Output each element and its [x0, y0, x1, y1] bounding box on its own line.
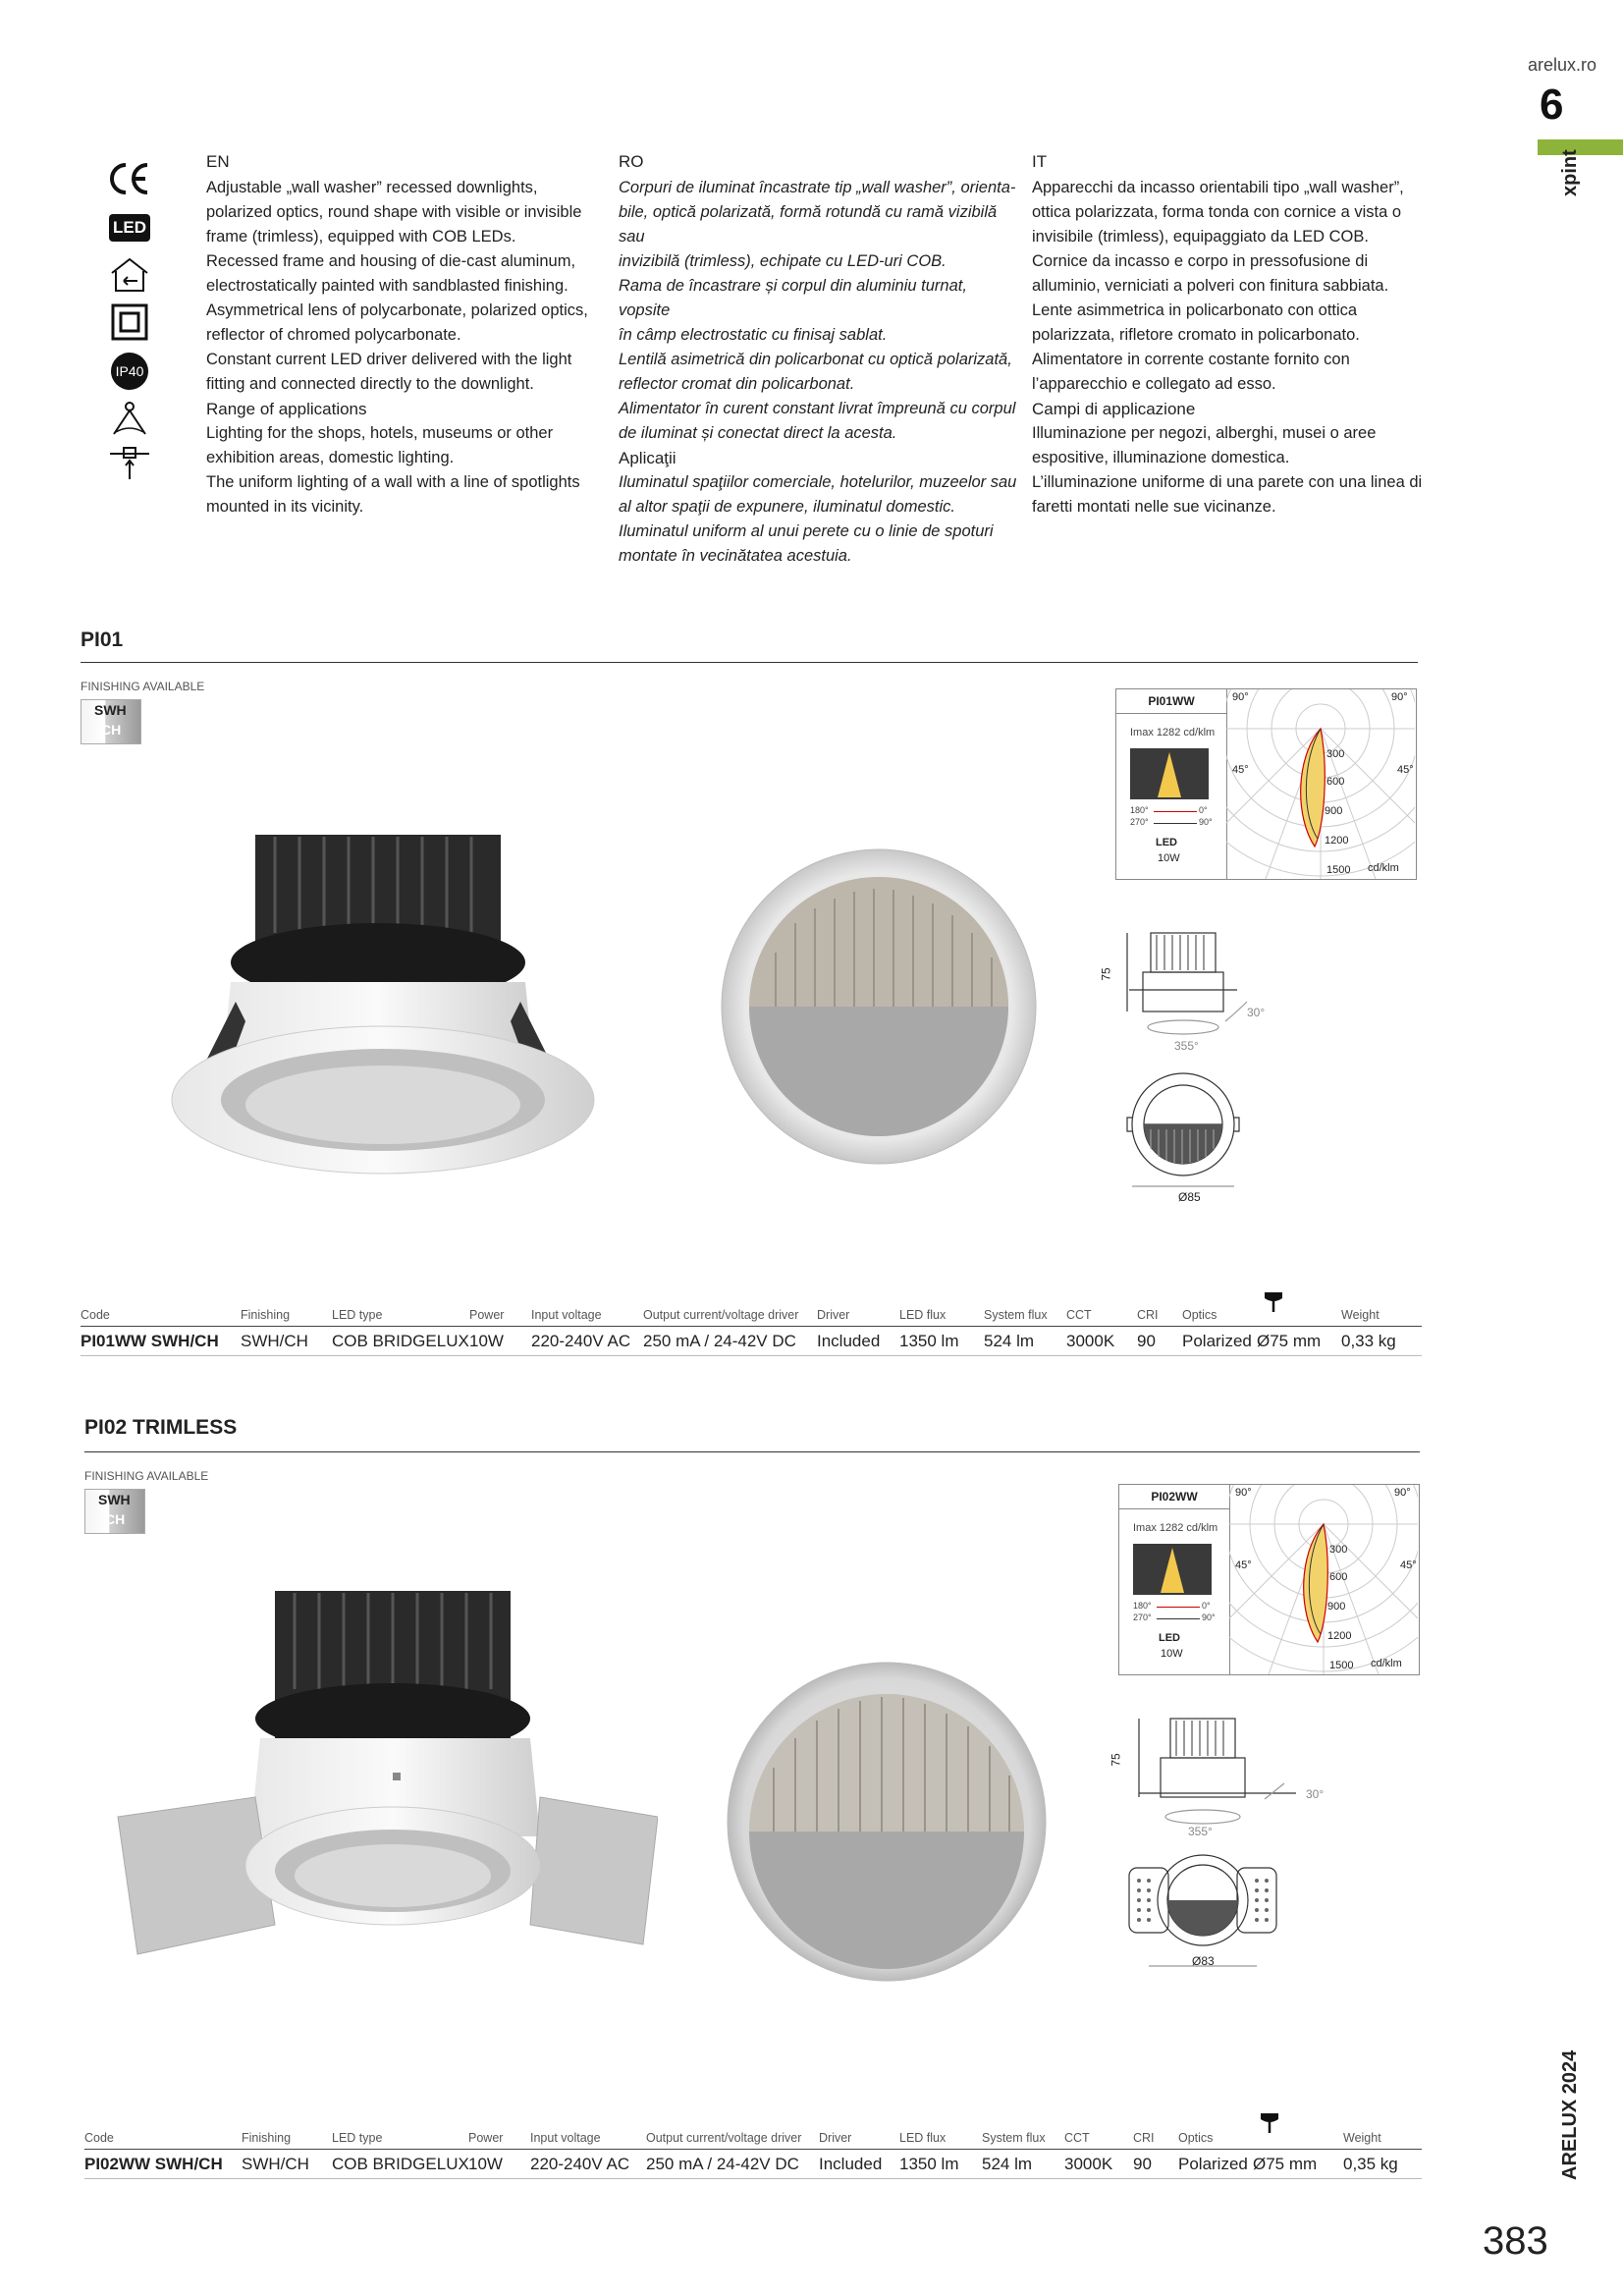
product-photo-side: [147, 805, 619, 1203]
unit-label: cd/klm: [1368, 862, 1399, 874]
product-title: PI02 TRIMLESS: [84, 1416, 238, 1439]
cell-led-type: COB BRIDGELUX: [332, 1332, 469, 1350]
desc-line: electrostatically painted with sandblasted finishing.: [206, 277, 568, 295]
table-rule: [84, 2178, 1422, 2179]
section-divider: [84, 1451, 1420, 1452]
page-number: 383: [1483, 2219, 1548, 2263]
angle-label: 90°: [1232, 691, 1249, 703]
cell-output: 250 mA / 24-42V DC: [643, 1332, 796, 1350]
desc-line: Alimentatore in corrente costante fornito con: [1032, 351, 1350, 368]
legend-line-red: [1157, 1607, 1200, 1608]
photometric-diagram: [1118, 1484, 1420, 1675]
cutout-icon: [1261, 1288, 1286, 1318]
cell-finishing: SWH/CH: [241, 1332, 308, 1350]
desc-line: polarized optics, round shape with visible or invisible: [206, 203, 582, 221]
cell-cutout: Ø75 mm: [1257, 1332, 1322, 1350]
desc-line: bile, optică polarizată, formă rotundă cu ramă vizibilă sau: [619, 203, 998, 246]
apps-line: L’illuminazione uniforme di una parete con una linea di: [1032, 473, 1423, 491]
apps-line: mounted in its vicinity.: [206, 498, 364, 516]
desc-line: l’apparecchio e collegato ad esso.: [1032, 375, 1276, 393]
cell-driver: Included: [817, 1332, 881, 1350]
class-ii-icon: [108, 302, 151, 342]
cell-system-flux: 524 lm: [984, 1332, 1035, 1350]
cell-optics: Polarized: [1178, 2155, 1248, 2173]
power-label: 10W: [1158, 852, 1180, 864]
apps-title: Aplicaţii: [619, 449, 676, 467]
col-code: Code: [84, 2131, 114, 2145]
col-system-flux: System flux: [984, 1308, 1048, 1322]
cell-optics: Polarized: [1182, 1332, 1252, 1350]
apps-line: Iluminatul uniform al unui perete cu o linie de spoturi: [619, 522, 994, 540]
cell-power: 10W: [468, 2155, 503, 2173]
col-finishing: Finishing: [241, 1308, 291, 1322]
ring-label: 1500: [1329, 1660, 1354, 1671]
photometric-legend: [1116, 689, 1227, 879]
ring-label: 600: [1326, 776, 1345, 788]
rotation-angle: 355°: [1174, 1039, 1199, 1053]
tilt-angle: 30°: [1306, 1787, 1325, 1801]
col-power: Power: [468, 2131, 504, 2145]
apps-title: Range of applications: [206, 400, 367, 418]
apps-line: faretti montati nelle sue vicinanze.: [1032, 498, 1276, 516]
col-output: Output current/voltage driver: [646, 2131, 802, 2145]
col-weight: Weight: [1341, 1308, 1380, 1322]
apps-line: The uniform lighting of a wall with a line of spotlights: [206, 473, 580, 491]
product-title: PI01: [81, 629, 124, 651]
section-name: xpint: [1559, 149, 1581, 196]
cell-led-flux: 1350 lm: [899, 1332, 959, 1350]
col-cri: CRI: [1133, 2131, 1155, 2145]
cell-driver: Included: [819, 2155, 883, 2173]
col-input-voltage: Input voltage: [530, 2131, 601, 2145]
apps-line: espositive, illuminazione domestica.: [1032, 449, 1290, 466]
apps-line: al altor spaţii de expunere, iluminatul domestic.: [619, 498, 956, 516]
photometric-model: PI01WW: [1116, 689, 1226, 714]
col-driver: Driver: [817, 1308, 850, 1322]
angle-label: 90°: [1235, 1487, 1252, 1499]
finish-top: SWH: [98, 1492, 131, 1507]
table-rule: [81, 1355, 1422, 1356]
table-rule: [81, 1326, 1422, 1327]
col-optics: Optics: [1178, 2131, 1214, 2145]
lang-title: EN: [206, 152, 230, 171]
catalog-name: ARELUX 2024: [1559, 2050, 1581, 2180]
desc-line: reflector of chromed polycarbonate.: [206, 326, 461, 344]
height-dim: 75: [1099, 967, 1113, 981]
col-led-type: LED type: [332, 2131, 383, 2145]
angle-label: 45°: [1232, 764, 1249, 776]
col-led-flux: LED flux: [899, 2131, 947, 2145]
diameter-dim: Ø85: [1178, 1190, 1201, 1204]
legend-angle: 270°: [1130, 817, 1149, 827]
apps-line: Lighting for the shops, hotels, museums or other: [206, 424, 554, 442]
legend-angle: 0°: [1202, 1601, 1211, 1611]
product-photo-front: [717, 845, 1041, 1174]
height-dim: 75: [1109, 1753, 1123, 1767]
text-column-ro: [619, 149, 1021, 569]
col-finishing: Finishing: [242, 2131, 292, 2145]
desc-line: în câmp electrostatic cu finisaj sablat.: [619, 326, 888, 344]
led-icon: [108, 208, 151, 247]
finishing-swatch: [84, 1489, 145, 1534]
col-led-flux: LED flux: [899, 1308, 947, 1322]
ring-label: 900: [1327, 1601, 1346, 1613]
cell-input-voltage: 220-240V AC: [531, 1332, 631, 1350]
cutout-icon: [1257, 2109, 1282, 2139]
cell-code: PI02WW SWH/CH: [84, 2155, 223, 2173]
legend-angle: 270°: [1133, 1613, 1152, 1622]
cell-input-voltage: 220-240V AC: [530, 2155, 630, 2173]
ring-label: 900: [1325, 805, 1343, 817]
col-led-type: LED type: [332, 1308, 383, 1322]
desc-line: Constant current LED driver delivered with the light: [206, 351, 572, 368]
ip40-icon: [108, 352, 151, 391]
site-url[interactable]: arelux.ro: [1528, 55, 1597, 75]
legend-angle: 90°: [1199, 817, 1213, 827]
table-rule: [84, 2149, 1422, 2150]
col-driver: Driver: [819, 2131, 852, 2145]
desc-line: Asymmetrical lens of polycarbonate, polarized optics,: [206, 301, 588, 319]
col-code: Code: [81, 1308, 110, 1322]
desc-line: ottica polarizzata, forma tonda con cornice a vista o: [1032, 203, 1402, 221]
legend-angle: 0°: [1199, 805, 1208, 815]
text-column-en: [206, 149, 609, 519]
lang-title: IT: [1032, 152, 1048, 171]
photometric-imax: Imax 1282 cd/klm: [1130, 727, 1216, 738]
desc-line: frame (trimless), equipped with COB LEDs.: [206, 228, 516, 246]
photometric-model: PI02WW: [1119, 1485, 1229, 1509]
col-power: Power: [469, 1308, 505, 1322]
desc-line: Recessed frame and housing of die-cast aluminum,: [206, 252, 576, 270]
col-cct: CCT: [1064, 2131, 1090, 2145]
desc-line: Rama de încastrare și corpul din aluminiu turnat, vopsite: [619, 277, 967, 319]
desc-line: Corpuri de iluminat încastrate tip „wall washer”, orienta-: [619, 179, 1016, 196]
led-icon-label: LED: [109, 214, 150, 242]
desc-line: reflector cromat din policarbonat.: [619, 375, 855, 393]
apps-line: montate în vecinătatea acestuia.: [619, 547, 852, 565]
cell-weight: 0,33 kg: [1341, 1332, 1396, 1350]
legend-line-black: [1154, 823, 1197, 824]
led-label: LED: [1159, 1632, 1180, 1644]
product-photo-front: [725, 1660, 1049, 1989]
unit-label: cd/klm: [1371, 1658, 1402, 1669]
ip40-label: IP40: [111, 353, 148, 390]
ring-label: 600: [1329, 1571, 1348, 1583]
text-column-it: [1032, 149, 1434, 519]
cell-led-type: COB BRIDGELUX: [332, 2155, 469, 2173]
desc-line: Alimentator în curent constant livrat împreună cu corpul: [619, 400, 1016, 417]
light-beam-icon: [108, 401, 151, 440]
angle-label: 90°: [1391, 691, 1408, 703]
col-weight: Weight: [1343, 2131, 1381, 2145]
col-cri: CRI: [1137, 1308, 1159, 1322]
finishing-label: FINISHING AVAILABLE: [84, 1469, 209, 1483]
finish-bottom: CH: [105, 1511, 126, 1527]
desc-line: Lentilă asimetrică din policarbonat cu optică polarizată,: [619, 351, 1012, 368]
desc-line: Cornice da incasso e corpo in pressofusione di: [1032, 252, 1369, 270]
cell-system-flux: 524 lm: [982, 2155, 1033, 2173]
ring-label: 1200: [1325, 835, 1349, 847]
photometric-imax: Imax 1282 cd/klm: [1133, 1522, 1218, 1534]
cell-cri: 90: [1133, 2155, 1152, 2173]
apps-title: Campi di applicazione: [1032, 400, 1196, 418]
mounting-icon: [108, 444, 151, 483]
desc-line: Apparecchi da incasso orientabili tipo „wall washer”,: [1032, 179, 1404, 196]
col-cct: CCT: [1066, 1308, 1092, 1322]
technical-drawing: [1109, 1709, 1325, 1984]
legend-line-red: [1154, 811, 1197, 812]
led-label: LED: [1156, 837, 1177, 848]
rotation-angle: 355°: [1188, 1825, 1213, 1838]
desc-line: polarizzata, rifletore cromato in policarbonato.: [1032, 326, 1360, 344]
photometric-diagram: [1115, 688, 1417, 880]
finishing-swatch: [81, 699, 141, 744]
cell-weight: 0,35 kg: [1343, 2155, 1398, 2173]
legend-angle: 180°: [1130, 805, 1149, 815]
apps-line: Iluminatul spaţiilor comerciale, hotelurilor, muzeelor sau: [619, 473, 1017, 491]
desc-line: alluminio, verniciati a polveri con finitura sabbiata.: [1032, 277, 1389, 295]
ring-label: 300: [1326, 748, 1345, 760]
finish-top: SWH: [94, 702, 127, 718]
ring-label: 300: [1329, 1544, 1348, 1556]
desc-line: Lente asimmetrica in policarbonato con ottica: [1032, 301, 1358, 319]
desc-line: invisibile (trimless), equipaggiato da LED COB.: [1032, 228, 1369, 246]
angle-label: 90°: [1394, 1487, 1411, 1499]
col-output: Output current/voltage driver: [643, 1308, 799, 1322]
apps-line: Illuminazione per negozi, alberghi, musei o aree: [1032, 424, 1377, 442]
product-photo-side: [108, 1571, 658, 1989]
tilt-angle: 30°: [1247, 1006, 1266, 1019]
col-optics: Optics: [1182, 1308, 1217, 1322]
lang-title: RO: [619, 152, 644, 171]
cell-cri: 90: [1137, 1332, 1156, 1350]
cell-cct: 3000K: [1064, 2155, 1113, 2173]
chapter-number: 6: [1540, 81, 1564, 129]
section-divider: [81, 662, 1418, 663]
diameter-dim: Ø83: [1192, 1954, 1215, 1968]
col-system-flux: System flux: [982, 2131, 1046, 2145]
angle-label: 45°: [1235, 1559, 1252, 1571]
angle-label: 45°: [1397, 764, 1414, 776]
beam-preview: [1130, 748, 1209, 799]
legend-angle: 90°: [1202, 1613, 1216, 1622]
power-label: 10W: [1161, 1648, 1183, 1660]
desc-line: Adjustable „wall washer” recessed downlights,: [206, 179, 538, 196]
recessed-install-icon: [108, 255, 151, 295]
cell-cct: 3000K: [1066, 1332, 1115, 1350]
finish-bottom: CH: [101, 722, 122, 738]
cell-cutout: Ø75 mm: [1253, 2155, 1318, 2173]
cell-output: 250 mA / 24-42V DC: [646, 2155, 799, 2173]
angle-label: 45°: [1400, 1559, 1417, 1571]
cell-code: PI01WW SWH/CH: [81, 1332, 219, 1350]
finishing-label: FINISHING AVAILABLE: [81, 680, 205, 693]
col-input-voltage: Input voltage: [531, 1308, 602, 1322]
desc-line: invizibilă (trimless), echipate cu LED-uri COB.: [619, 252, 947, 270]
cell-led-flux: 1350 lm: [899, 2155, 959, 2173]
legend-angle: 180°: [1133, 1601, 1152, 1611]
cell-power: 10W: [469, 1332, 504, 1350]
desc-line: de iluminat și conectat direct la acesta.: [619, 424, 897, 442]
apps-line: exhibition areas, domestic lighting.: [206, 449, 455, 466]
cell-finishing: SWH/CH: [242, 2155, 309, 2173]
photometric-legend: [1119, 1485, 1230, 1674]
ring-label: 1500: [1326, 864, 1351, 876]
ce-mark-icon: [108, 159, 151, 198]
desc-line: fitting and connected directly to the downlight.: [206, 375, 534, 393]
ring-label: 1200: [1327, 1630, 1352, 1642]
beam-preview: [1133, 1544, 1212, 1595]
legend-line-black: [1157, 1618, 1200, 1619]
technical-drawing: [1100, 923, 1276, 1218]
